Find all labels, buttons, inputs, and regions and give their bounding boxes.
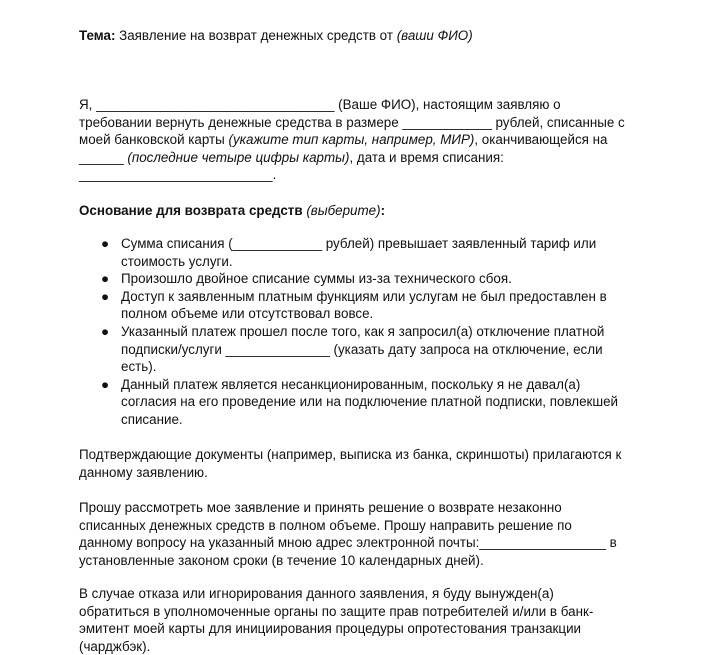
reasons-list [79, 235, 627, 429]
list-item [79, 288, 627, 323]
intro-text-2: , оканчивающейся на ______ [79, 132, 608, 165]
list-item [79, 270, 627, 288]
reason-text: Сумма списания (____________ рублей) превышает заявленный тариф или стоимость услуги. [121, 236, 597, 269]
refusal-paragraph: В случае отказа или игнорирования данного заявления, я буду вынужден(а) обратиться в уполномоченные органы по защите прав потребителей и/или в банк-эмитент моей карты для инициирования процедуры опротестования транзакции (чарджбэк). [79, 586, 594, 654]
bullet-icon: ● [101, 376, 110, 392]
reason-text: Произошло двойное списание суммы из-за технического сбоя. [121, 271, 512, 287]
intro-text-3: , дата и время списания: __________________________. [79, 149, 504, 183]
reason-text: Доступ к заявленным платным функциям или услугам не был предоставлен в полном объеме или отсутствовал вовсе. [121, 288, 607, 322]
bullet-icon: ● [101, 236, 110, 251]
last-digits-hint: (последние четыре цифры карты) [127, 149, 350, 165]
bullet-icon: ● [101, 288, 110, 304]
list-item [79, 376, 627, 429]
bullet-icon: ● [101, 271, 110, 287]
subject-label: Тема: [79, 28, 116, 43]
intro-paragraph [79, 96, 627, 184]
card-type-hint: (укажите тип карты, например, МИР) [228, 132, 475, 148]
reason-text: Данный платеж является несанкционированным, поскольку я не давал(а) согласия на его проведение или на подключение платной подписки, повлекшей списание. [121, 376, 619, 427]
reason-text: Указанный платеж прошел после того, как я запросил(а) отключение платной подписки/услуги ______________ (указать дату запроса на отключение, если есть). [121, 323, 605, 375]
basis-heading-text: Основание для возврата средств [79, 203, 307, 218]
request-paragraph: Прошу рассмотреть мое заявление и принять решение о возврате незаконно списанных денежных средств в полном объеме. Прошу направить решение по данному вопросу на указанный мною адрес электронной почты:_________________ в установленные законом сроки (в течение 10 календарных дней). [79, 500, 617, 568]
basis-heading-hint: (выберите) [306, 203, 381, 218]
intro-text-1: Я, ________________________________ (Ваше ФИО), настоящим заявляю о требовании вернуть денежные средства в размере ____________ рублей, списанные с моей банковской карты [79, 97, 625, 148]
list-item [79, 235, 627, 270]
subject-line [79, 27, 639, 45]
list-item [79, 323, 627, 376]
bullet-icon: ● [101, 323, 110, 339]
subject-text: Заявление на возврат денежных средств от [115, 28, 397, 43]
basis-heading [79, 202, 627, 220]
basis-heading-colon: : [380, 203, 386, 218]
subject-placeholder: (ваши ФИО) [396, 28, 473, 43]
documents-paragraph: Подтверждающие документы (например, выписка из банка, скриншоты) прилагаются к данному заявлению. [79, 447, 622, 480]
